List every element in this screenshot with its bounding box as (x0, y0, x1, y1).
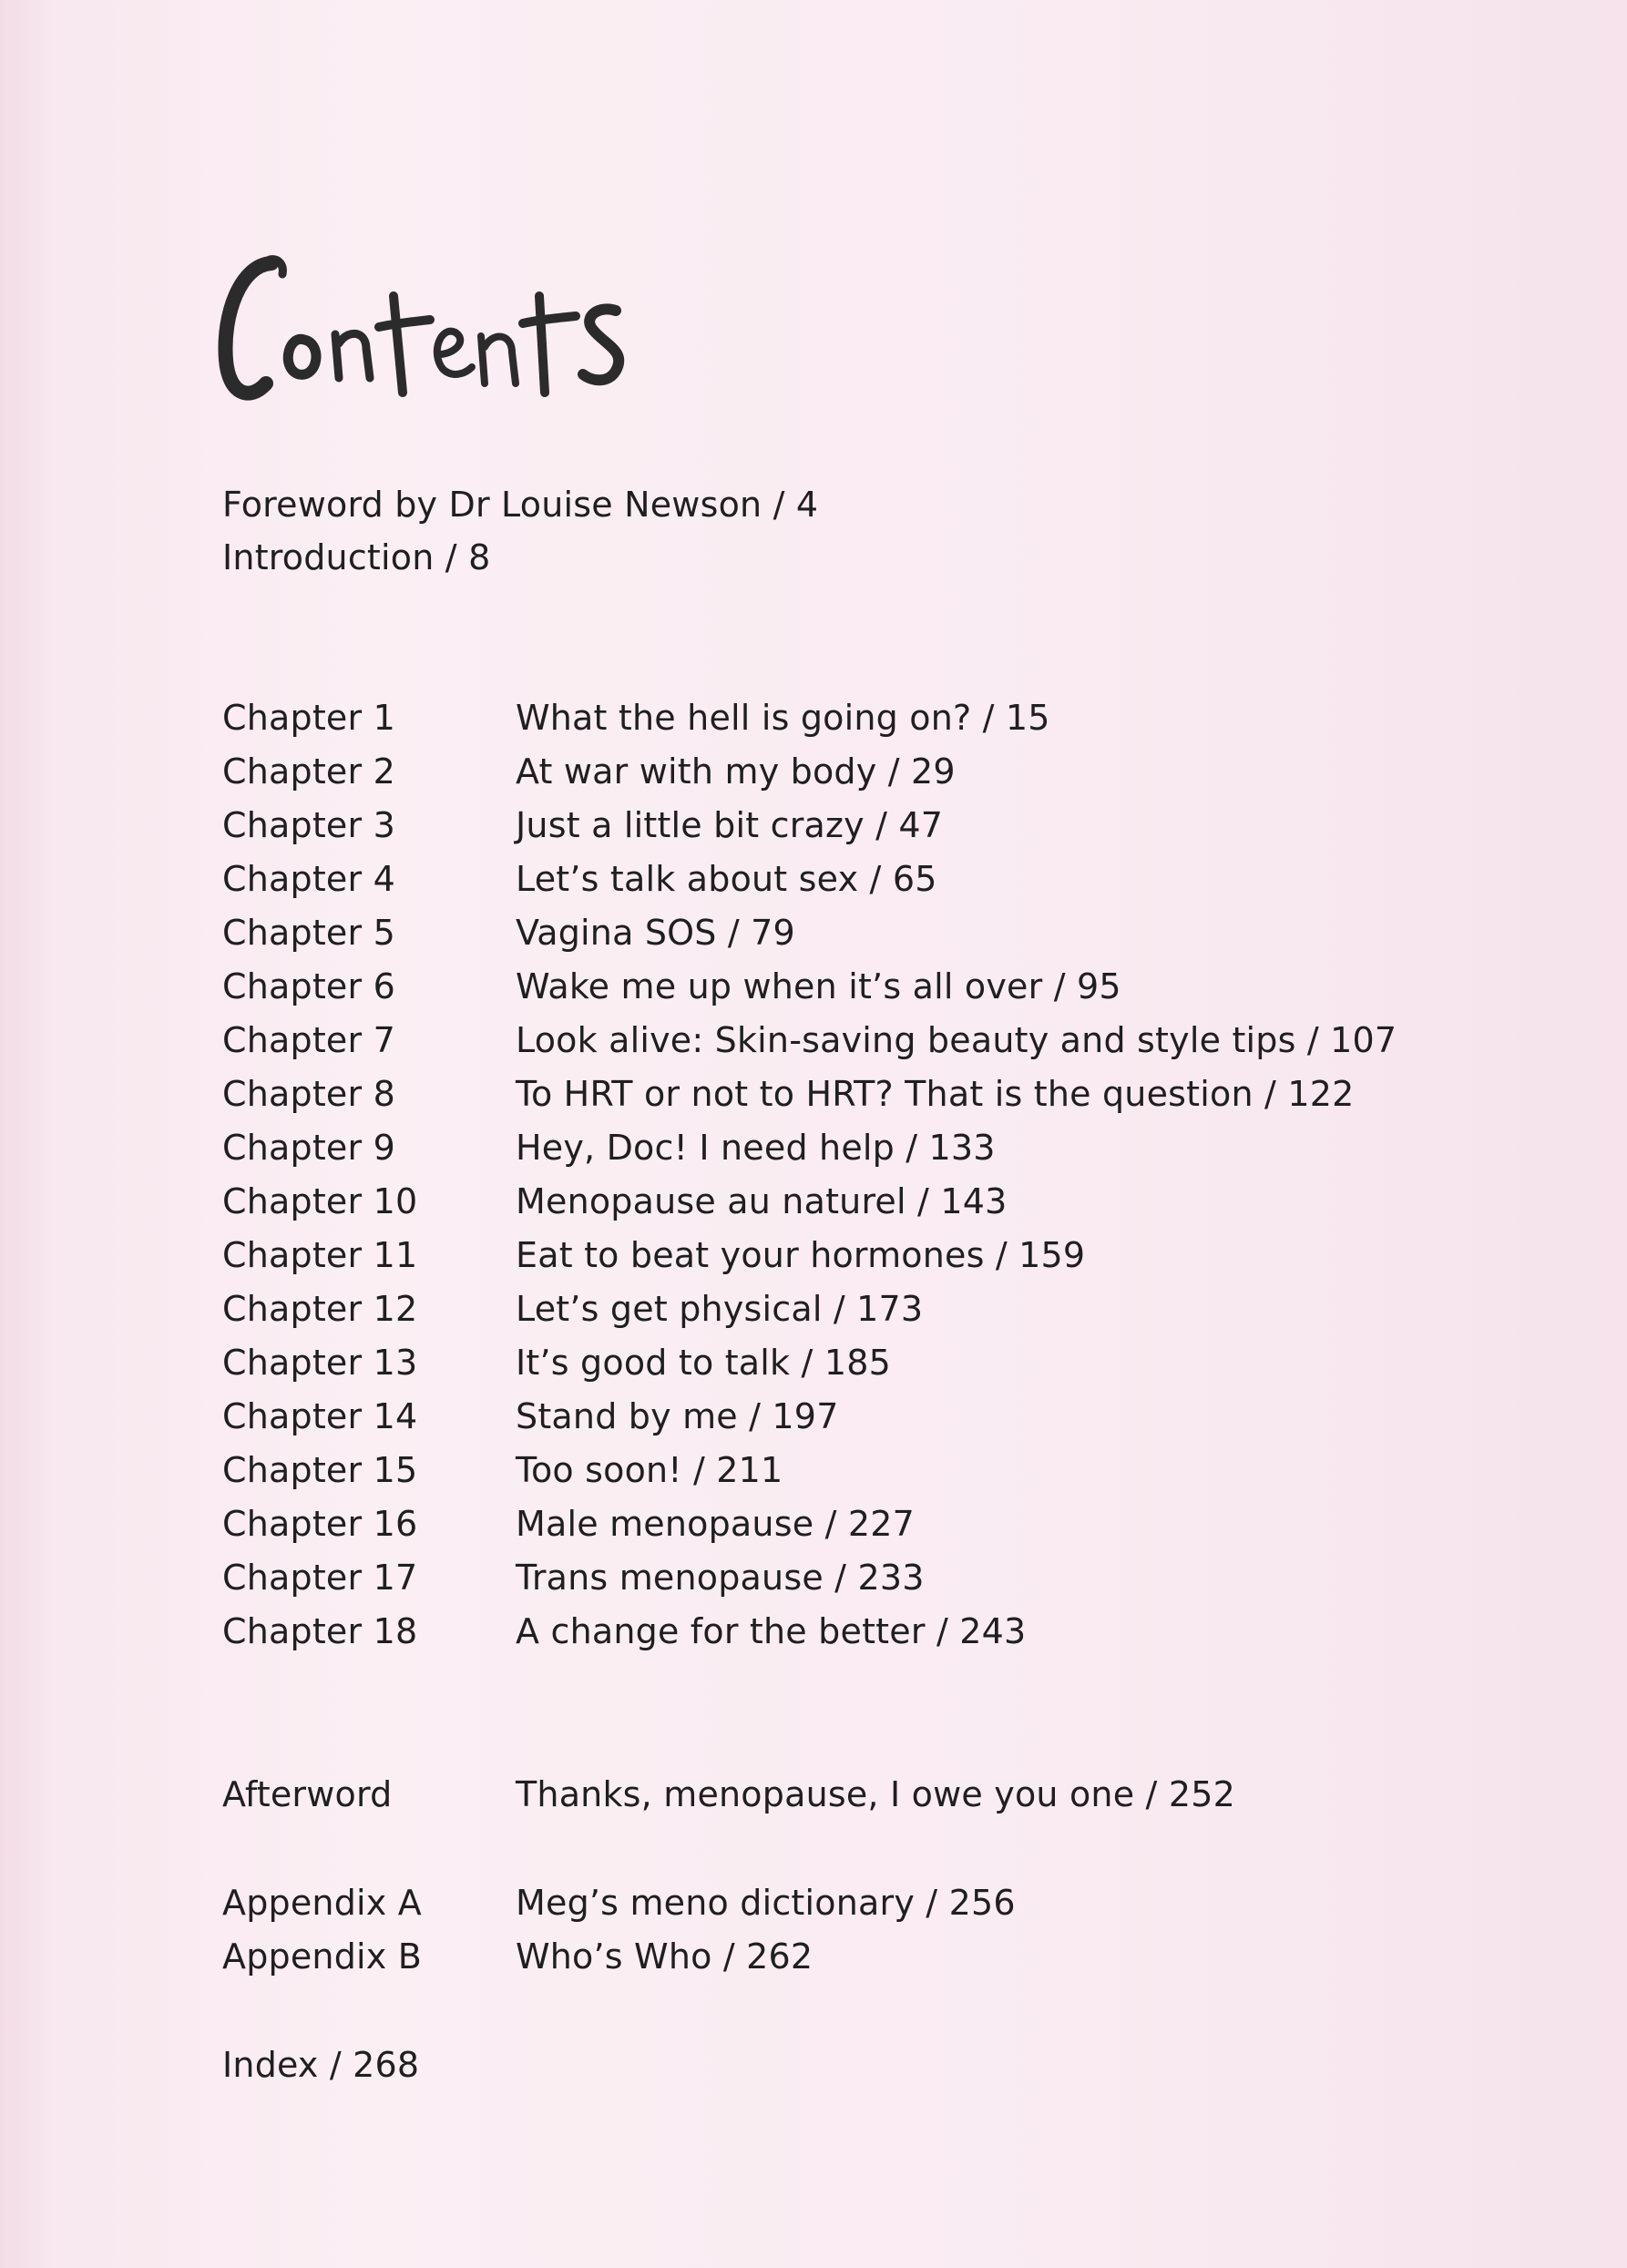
chapter-label: Chapter 4 (222, 859, 395, 899)
toc-index[interactable]: Index / 268 (222, 2045, 420, 2085)
chapter-title[interactable]: Just a little bit crazy / 47 (516, 805, 944, 845)
chapter-label: Chapter 18 (222, 1611, 418, 1651)
chapter-title[interactable]: Wake me up when it’s all over / 95 (516, 966, 1121, 1006)
appendix-label: Appendix A (222, 1883, 422, 1923)
chapter-title[interactable]: To HRT or not to HRT? That is the question / 122 (516, 1074, 1355, 1114)
toc-foreword[interactable]: Foreword by Dr Louise Newson / 4 (222, 485, 819, 525)
chapter-title[interactable]: Stand by me / 197 (516, 1396, 839, 1436)
chapter-title[interactable]: Too soon! / 211 (516, 1450, 783, 1490)
chapter-label: Chapter 5 (222, 913, 395, 953)
appendix-title[interactable]: Meg’s meno dictionary / 256 (516, 1883, 1016, 1923)
chapter-title[interactable]: It’s good to talk / 185 (516, 1343, 891, 1383)
appendix-title[interactable]: Who’s Who / 262 (516, 1936, 814, 1977)
chapter-label: Chapter 2 (222, 751, 395, 792)
chapter-title[interactable]: Hey, Doc! I need help / 133 (516, 1128, 996, 1168)
contents-heading (215, 232, 652, 414)
chapter-label: Chapter 9 (222, 1128, 395, 1168)
chapter-label: Chapter 10 (222, 1181, 418, 1221)
chapter-title[interactable]: Trans menopause / 233 (516, 1558, 925, 1598)
contents-heading-lettering (215, 232, 652, 414)
chapter-title[interactable]: Look alive: Skin-saving beauty and style tips / 107 (516, 1020, 1397, 1060)
chapter-label: Chapter 13 (222, 1343, 418, 1383)
chapter-title[interactable]: Let’s get physical / 173 (516, 1289, 924, 1329)
chapter-label: Chapter 17 (222, 1558, 418, 1598)
chapter-label: Chapter 3 (222, 805, 395, 845)
chapter-label: Chapter 7 (222, 1020, 395, 1060)
chapter-title[interactable]: Vagina SOS / 79 (516, 913, 795, 953)
chapter-title[interactable]: A change for the better / 243 (516, 1611, 1027, 1651)
afterword-label: Afterword (222, 1774, 393, 1814)
chapter-title[interactable]: Let’s talk about sex / 65 (516, 859, 937, 899)
chapter-title[interactable]: At war with my body / 29 (516, 751, 956, 792)
chapter-label: Chapter 1 (222, 698, 395, 738)
chapter-label: Chapter 14 (222, 1396, 418, 1436)
chapter-label: Chapter 16 (222, 1504, 418, 1544)
toc-introduction[interactable]: Introduction / 8 (222, 537, 491, 577)
afterword-title[interactable]: Thanks, menopause, I owe you one / 252 (516, 1774, 1235, 1814)
chapter-label: Chapter 6 (222, 966, 395, 1006)
chapter-title[interactable]: Menopause au naturel / 143 (516, 1181, 1008, 1221)
chapter-label: Chapter 12 (222, 1289, 418, 1329)
chapter-label: Chapter 8 (222, 1074, 395, 1114)
chapter-label: Chapter 15 (222, 1450, 418, 1490)
chapter-title[interactable]: Male menopause / 227 (516, 1504, 915, 1544)
chapter-title[interactable]: Eat to beat your hormones / 159 (516, 1235, 1086, 1275)
appendix-label: Appendix B (222, 1936, 423, 1977)
chapter-label: Chapter 11 (222, 1235, 418, 1275)
chapter-title[interactable]: What the hell is going on? / 15 (516, 698, 1050, 738)
